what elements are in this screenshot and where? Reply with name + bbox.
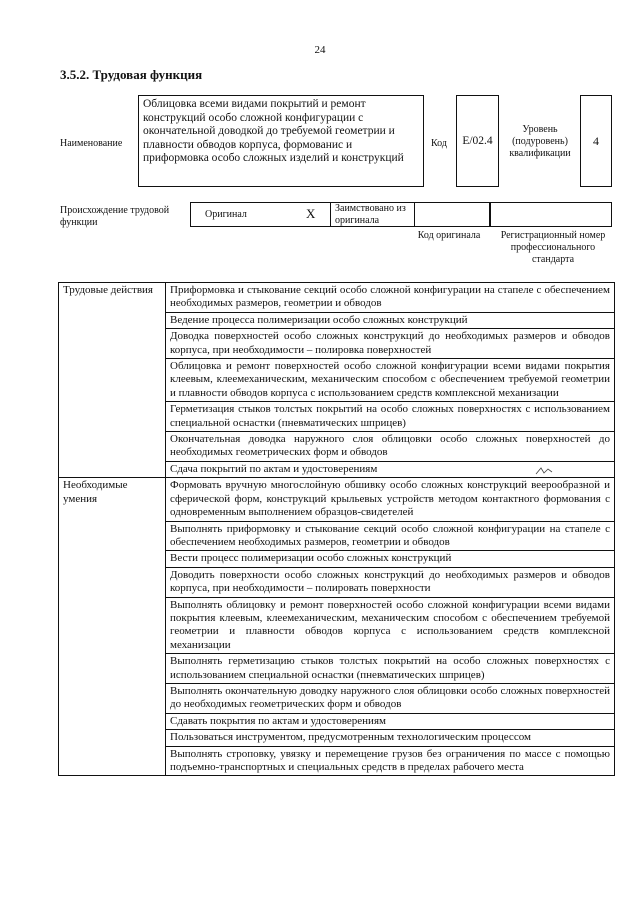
table-cell: Сдавать покрытия по актам и удостоверениям [166, 713, 615, 729]
table-cell: Выполнять герметизацию стыков толстых покрытий на особо сложных поверхностях с использованием специальной оснастки (пневматических шприцев) [166, 654, 615, 684]
table-cell: Доводить поверхности особо сложных конструкций до необходимых размеров и обводов корпуса, при необходимости – полировать поверхности [166, 567, 615, 597]
table-cell: Доводка поверхностей особо сложных конструкций до необходимых размеров и обводов корпуса, при необходимости – полировка поверхностей [166, 329, 615, 359]
qualification-level-box: 4 [580, 95, 612, 187]
code-label: Код [431, 138, 447, 149]
table-cell: Формовать вручную многослойную обшивку особо сложных конструкций веерообразной и сферической форм, конструкций крыльевых устройств методом контактного формования с одновременным выполнением образцов-свидетелей [166, 478, 615, 521]
table-cell: Окончательная доводка наружного слоя облицовки особо сложных поверхностей до необходимых геометрических форм и обводов [166, 432, 615, 462]
table-cell: Ведение процесса полимеризации особо сложных конструкций [166, 312, 615, 328]
code-caption: Код оригинала [417, 230, 481, 241]
origin-row [190, 202, 490, 227]
table-row [59, 478, 615, 521]
table-cell: Выполнять окончательную доводку наружного слоя облицовки особо сложных поверхностей до необходимых геометрических форм и обводов [166, 683, 615, 713]
pen-mark [535, 466, 553, 476]
table-cell: Вести процесс полимеризации особо сложных конструкций [166, 551, 615, 567]
function-code-box: E/02.4 [456, 95, 499, 187]
group-label: Необходимые умения [59, 478, 166, 776]
function-details-table [58, 282, 615, 776]
original-code-cell [415, 203, 491, 226]
borrowed-cell [331, 203, 415, 226]
level-label: Уровень (подуровень) квалификации [509, 124, 571, 159]
table-cell: Облицовка и ремонт поверхностей особо сложной конфигурации всеми видами покрытия клеевым, клеемеханическим, механическим способом с обеспечением требуемой геометрии и плавности обводов корпуса с использованием средств комплексной механизации [166, 359, 615, 402]
name-label: Наименование [60, 138, 123, 149]
borrowed-label: Заимствовано из оригинала [335, 203, 406, 226]
table-cell: Выполнять облицовку и ремонт поверхностей особо сложной конфигурации всеми видами покрытия клеевым, клеемеханическим, механическим способом с обеспечением требуемой геометрии и плавности обводов корпуса с использованием средств комплексной механизации [166, 597, 615, 654]
reg-caption: Регистрационный номер профессионального стандарта [500, 230, 606, 265]
original-label: Оригинал [205, 209, 247, 220]
original-mark: X [306, 206, 316, 221]
table-cell: Пользоваться инструментом, предусмотренным технологическим процессом [166, 730, 615, 746]
table-cell: Приформовка и стыкование секций особо сложной конфигурации на стапеле с обеспечением необходимых размеров, геометрии и обводов [166, 283, 615, 313]
table-cell: Выполнять строповку, увязку и перемещение грузов без ограничения по массе с помощью подъемно-транспортных и специальных средств в пределах рабочего места [166, 746, 615, 776]
origin-label: Происхождение трудовой функции [60, 205, 170, 228]
section-title: 3.5.2. Трудовая функция [60, 67, 203, 82]
original-cell [191, 203, 331, 226]
table-cell: Выполнять приформовку и стыкование секций особо сложной конфигурации на стапеле с обеспечением необходимых размеров, геометрии и обводов [166, 521, 615, 551]
function-name-box: Облицовка всеми видами покрытий и ремонт конструкций особо сложной конфигурации с окончательной доводкой до требуемой геометрии и плавности обводов корпуса, формованис и приформовка особо сложных изделий и конструкций [138, 95, 424, 187]
page-number: 24 [314, 44, 326, 56]
table-cell: Герметизация стыков толстых покрытий на особо сложных поверхностях с использованием специальной оснастки (пневматических шприцев) [166, 402, 615, 432]
table-row [59, 283, 615, 313]
reg-number-cell [490, 202, 612, 227]
group-label: Трудовые действия [59, 283, 166, 478]
table-cell: Сдача покрытий по актам и удостоверениям [166, 461, 615, 477]
